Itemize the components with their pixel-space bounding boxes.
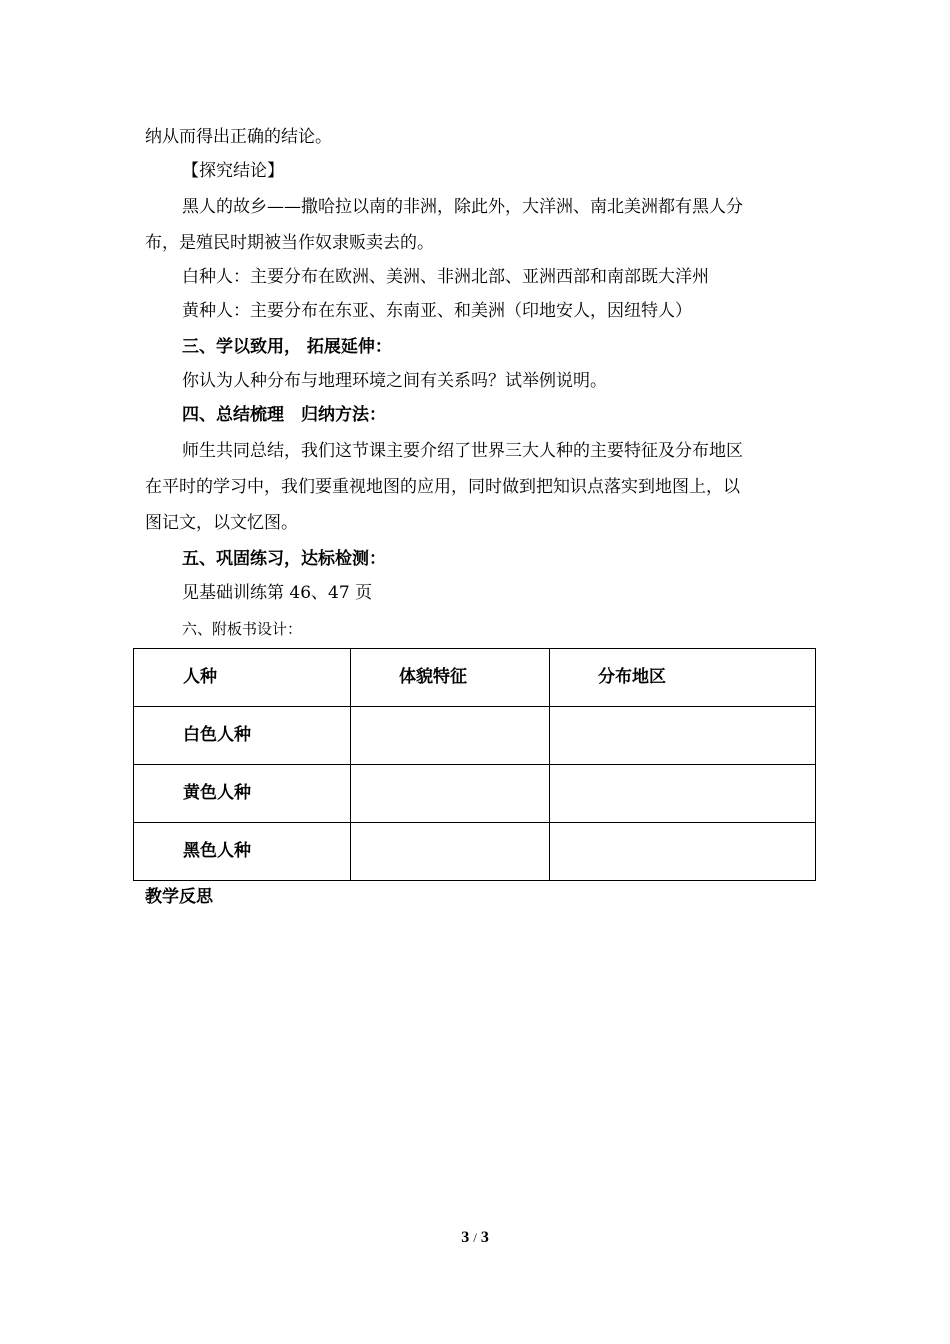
- page-number: [0, 1229, 950, 1247]
- paragraph-summary-2: 在平时的学习中，我们要重视地图的应用，同时做到把知识点落实到地图上，以: [145, 477, 740, 497]
- table-row: [134, 707, 816, 765]
- heading-teaching-reflection: 教学反思: [145, 887, 213, 907]
- paragraph-white-race: 白种人：主要分布在欧洲、美洲、非洲北部、亚洲西部和南部既大洋州: [182, 267, 709, 287]
- table-cell: 黑色人种: [134, 823, 351, 881]
- paragraph-question: 你认为人种分布与地理环境之间有关系吗？试举例说明。: [182, 371, 607, 391]
- page-separator: /: [473, 1230, 477, 1245]
- table-cell: [550, 823, 816, 881]
- page-total: 3: [480, 1229, 489, 1246]
- table-row: [134, 823, 816, 881]
- paragraph-yellow-race: 黄种人：主要分布在东亚、东南亚、和美洲（印地安人，因纽特人）: [182, 301, 692, 321]
- page-current: 3: [461, 1229, 470, 1246]
- section-label-conclusion: 【探究结论】: [182, 161, 284, 181]
- table-header-cell: 体貌特征: [351, 649, 550, 707]
- paragraph-black-race-1: 黑人的故乡——撒哈拉以南的非洲，除此外，大洋洲、南北美洲都有黑人分: [182, 197, 743, 217]
- table-cell: [550, 765, 816, 823]
- table-row: [134, 765, 816, 823]
- table-header-cell: 分布地区: [550, 649, 816, 707]
- table-cell: 黄色人种: [134, 765, 351, 823]
- table-cell: [351, 707, 550, 765]
- paragraph-summary-3: 图记文，以文忆图。: [145, 513, 298, 533]
- paragraph-exercise: 见基础训练第 46、47 页: [182, 583, 373, 603]
- paragraph-black-race-2: 布，是殖民时期被当作奴隶贩卖去的。: [145, 233, 434, 253]
- heading-section-5: 五、巩固练习，达标检测：: [182, 549, 386, 569]
- table-header-row: [134, 649, 816, 707]
- table-cell: [351, 765, 550, 823]
- table-header-cell: 人种: [134, 649, 351, 707]
- table-cell: [351, 823, 550, 881]
- table-cell: 白色人种: [134, 707, 351, 765]
- heading-section-6: 六、附板书设计：: [182, 620, 303, 638]
- board-design-table: [133, 648, 816, 881]
- table-cell: [550, 707, 816, 765]
- heading-section-3: 三、学以致用， 拓展延伸：: [182, 337, 392, 357]
- paragraph-conclusion-intro: 纳从而得出正确的结论。: [145, 127, 332, 147]
- heading-section-4: 四、总结梳理 归纳方法：: [182, 405, 386, 425]
- paragraph-summary-1: 师生共同总结，我们这节课主要介绍了世界三大人种的主要特征及分布地区: [182, 441, 743, 461]
